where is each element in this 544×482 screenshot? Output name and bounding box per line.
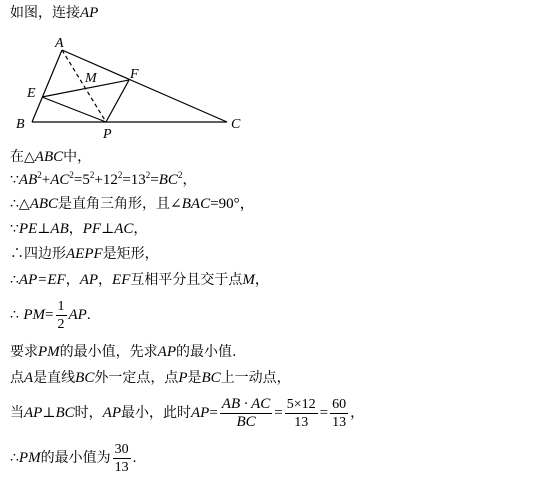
text: 的最小值为 [40, 450, 111, 466]
text: 互相平分且交于点 [130, 272, 243, 288]
text: ， [133, 221, 148, 237]
text: 外一定点，点 [94, 370, 179, 386]
segment-PF [106, 80, 129, 122]
segment-name: EF [112, 272, 131, 288]
text: 是直线 [33, 370, 76, 386]
point-name: M [242, 272, 255, 288]
quadrilateral-name: AEPF [66, 246, 103, 262]
numerator: AB · AC [221, 395, 271, 412]
denominator: BC [220, 413, 272, 430]
equation: AP=EF [18, 272, 66, 288]
text: ∴△ [10, 196, 30, 212]
solution-line-4 [10, 220, 147, 238]
solution-line-3 [10, 195, 255, 213]
text: 当 [10, 405, 24, 421]
text: ∴ [10, 307, 19, 323]
equals: = [319, 405, 329, 421]
label-E: E [27, 86, 36, 101]
text: ∴ [10, 450, 19, 466]
segment-name: BC [55, 405, 75, 421]
text: ， [65, 272, 80, 288]
solution-line-1 [10, 148, 91, 166]
fraction-one-half [56, 299, 67, 332]
equals: = [45, 307, 54, 323]
text: 是 [187, 370, 202, 386]
segment-name: AP [24, 405, 43, 421]
label-M: M [85, 71, 97, 86]
fraction-5x12-over-13 [285, 397, 318, 430]
segment-EP [42, 97, 106, 122]
segment-name: AC [114, 221, 134, 237]
denominator: 13 [332, 414, 347, 430]
fraction-ab-ac-over-bc [220, 397, 272, 430]
text: ， [254, 272, 269, 288]
segment-name: PM [38, 344, 60, 360]
segment-AC [62, 50, 227, 122]
numerator: 30 [114, 441, 129, 457]
text: 中， [63, 149, 92, 165]
text: 要求 [10, 344, 38, 360]
equals: = [209, 405, 218, 421]
segment-name: AP [68, 307, 87, 323]
segment-name: BC [201, 370, 221, 386]
denominator: 2 [57, 316, 65, 332]
point-name: A [24, 370, 34, 386]
equals: = [274, 405, 283, 421]
label-P: P [103, 127, 112, 142]
segment-name: AB [50, 221, 69, 237]
period: . [132, 450, 137, 466]
point-name: P [178, 370, 188, 386]
solution-line-5 [10, 245, 159, 263]
text: ∵ [10, 221, 19, 237]
perp-symbol: ⊥ [37, 221, 51, 237]
segment-name: AP [79, 272, 99, 288]
segment-name: PM [23, 307, 46, 323]
text: 的最小值. [176, 344, 237, 360]
text: 最小，此时 [121, 405, 191, 421]
fraction-60-over-13 [330, 397, 348, 430]
text: 是直角三角形，且∠ [58, 196, 182, 212]
label-F: F [130, 67, 139, 82]
denominator: 13 [285, 413, 318, 430]
text: ， [98, 272, 113, 288]
solution-line-8 [10, 343, 236, 361]
text: 是矩形， [102, 246, 159, 262]
solution-line-6 [10, 271, 269, 289]
intro-prefix: 如图，连接 [10, 5, 80, 21]
numerator: 60 [332, 396, 347, 412]
segment-name: AP [157, 344, 176, 360]
pythagoras-equation: $AB^2+AC^2=5^2+12^2=13^2=BC^2$ [18, 170, 183, 188]
period: . [86, 307, 91, 323]
perp-symbol: ⊥ [101, 221, 115, 237]
text: 时， [74, 405, 103, 421]
solution-line-10 [10, 393, 364, 433]
numerator: 5×12 [286, 396, 316, 412]
text: ∴ [10, 272, 19, 288]
fraction-30-over-13 [113, 442, 131, 475]
text: ， [68, 221, 83, 237]
text: 上一动点， [220, 370, 291, 386]
solution-line-7 [10, 298, 91, 332]
triangle-name: ABC [34, 149, 64, 165]
label-B: B [16, 117, 25, 132]
label-A: A [55, 36, 64, 51]
numerator: 1 [57, 298, 65, 314]
segment-name: AP [191, 405, 210, 421]
denominator: 13 [114, 459, 129, 475]
segment-name: BC [75, 370, 95, 386]
because-symbol: ∵ [10, 172, 19, 188]
text: 的最小值，先求 [59, 344, 158, 360]
label-C: C [231, 117, 241, 132]
segment-name: PF [82, 221, 102, 237]
segment-name: PM [18, 450, 41, 466]
segment-name: PE [18, 221, 38, 237]
solution-line-11 [10, 438, 136, 478]
text: ， [350, 405, 365, 421]
text: =90°， [210, 196, 255, 212]
triangle-name: ABC [29, 196, 59, 212]
text: 点 [10, 370, 24, 386]
segment-name: AP [102, 405, 121, 421]
text: ∴四边形 [10, 246, 66, 262]
segment-AB [32, 50, 62, 122]
text: 在△ [10, 149, 35, 165]
solution-line-9 [10, 369, 291, 387]
solution-line-2: $\because AB^2+AC^2=5^2+12^2=13^2=BC^2$， [10, 170, 197, 188]
perp-symbol: ⊥ [42, 405, 56, 421]
angle-name: BAC [181, 196, 211, 212]
intro-ap: AP [80, 5, 99, 21]
